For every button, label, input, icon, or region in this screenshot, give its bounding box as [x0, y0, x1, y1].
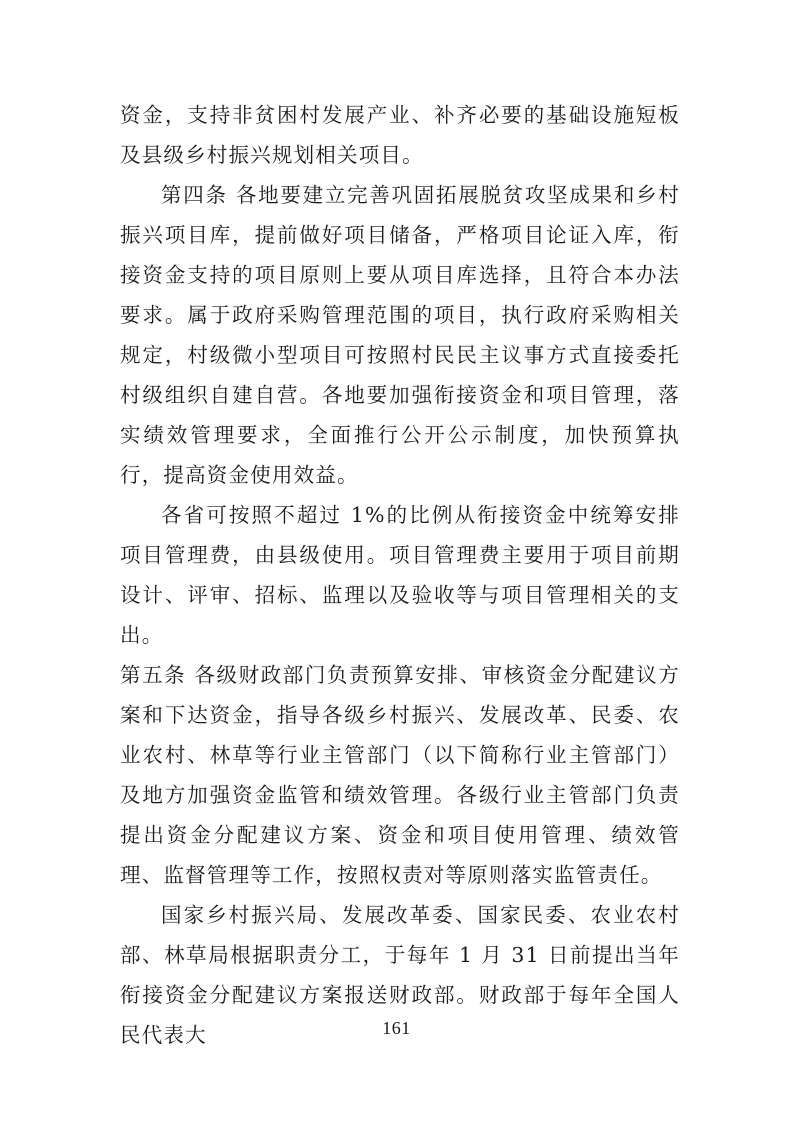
paragraph-article-4: 第四条 各地要建立完善巩固拓展脱贫攻坚成果和乡村振兴项目库，提前做好项目储备，严格项目论证入库，衔接资金支持的项目原则上要从项目库选择，且符合本办法要求。属于政府采购管理范围的项目，执行政府采购相关规定，村级微小型项目可按照村民民主议事方式直接委托村级组织自建自营。各地要加强衔接资金和项目管理，落实绩效管理要求，全面推行公开公示制度，加快预算执行，提高资金使用效益。 [120, 183, 680, 487]
page-number: 161 [382, 1018, 411, 1038]
paragraph-deadline: 国家乡村振兴局、发展改革委、国家民委、农业农村部、林草局根据职责分工，于每年 1 月 31 日前提出当年衔接资金分配建议方案报送财政部。财政部于每年全国人民代表大 [120, 903, 680, 1047]
paragraph-management-fee: 各省可按照不超过 1%的比例从衔接资金中统筹安排项目管理费，由县级使用。项目管理费主要用于项目前期设计、评审、招标、监理以及验收等与项目管理相关的支出。 [120, 503, 680, 647]
paragraph-article-5: 第五条 各级财政部门负责预算安排、审核资金分配建议方案和下达资金，指导各级乡村振兴、发展改革、民委、农业农村、林草等行业主管部门（以下简称行业主管部门）及地方加强资金监管和绩效管理。各级行业主管部门负责提出资金分配建议方案、资金和项目使用管理、绩效管理、监督管理等工作，按照权责对等原则落实监管责任。 [120, 663, 680, 887]
paragraph-continuation: 资金，支持非贫困村发展产业、补齐必要的基础设施短板及县级乡村振兴规划相关项目。 [120, 103, 680, 167]
body-text [120, 95, 680, 1055]
